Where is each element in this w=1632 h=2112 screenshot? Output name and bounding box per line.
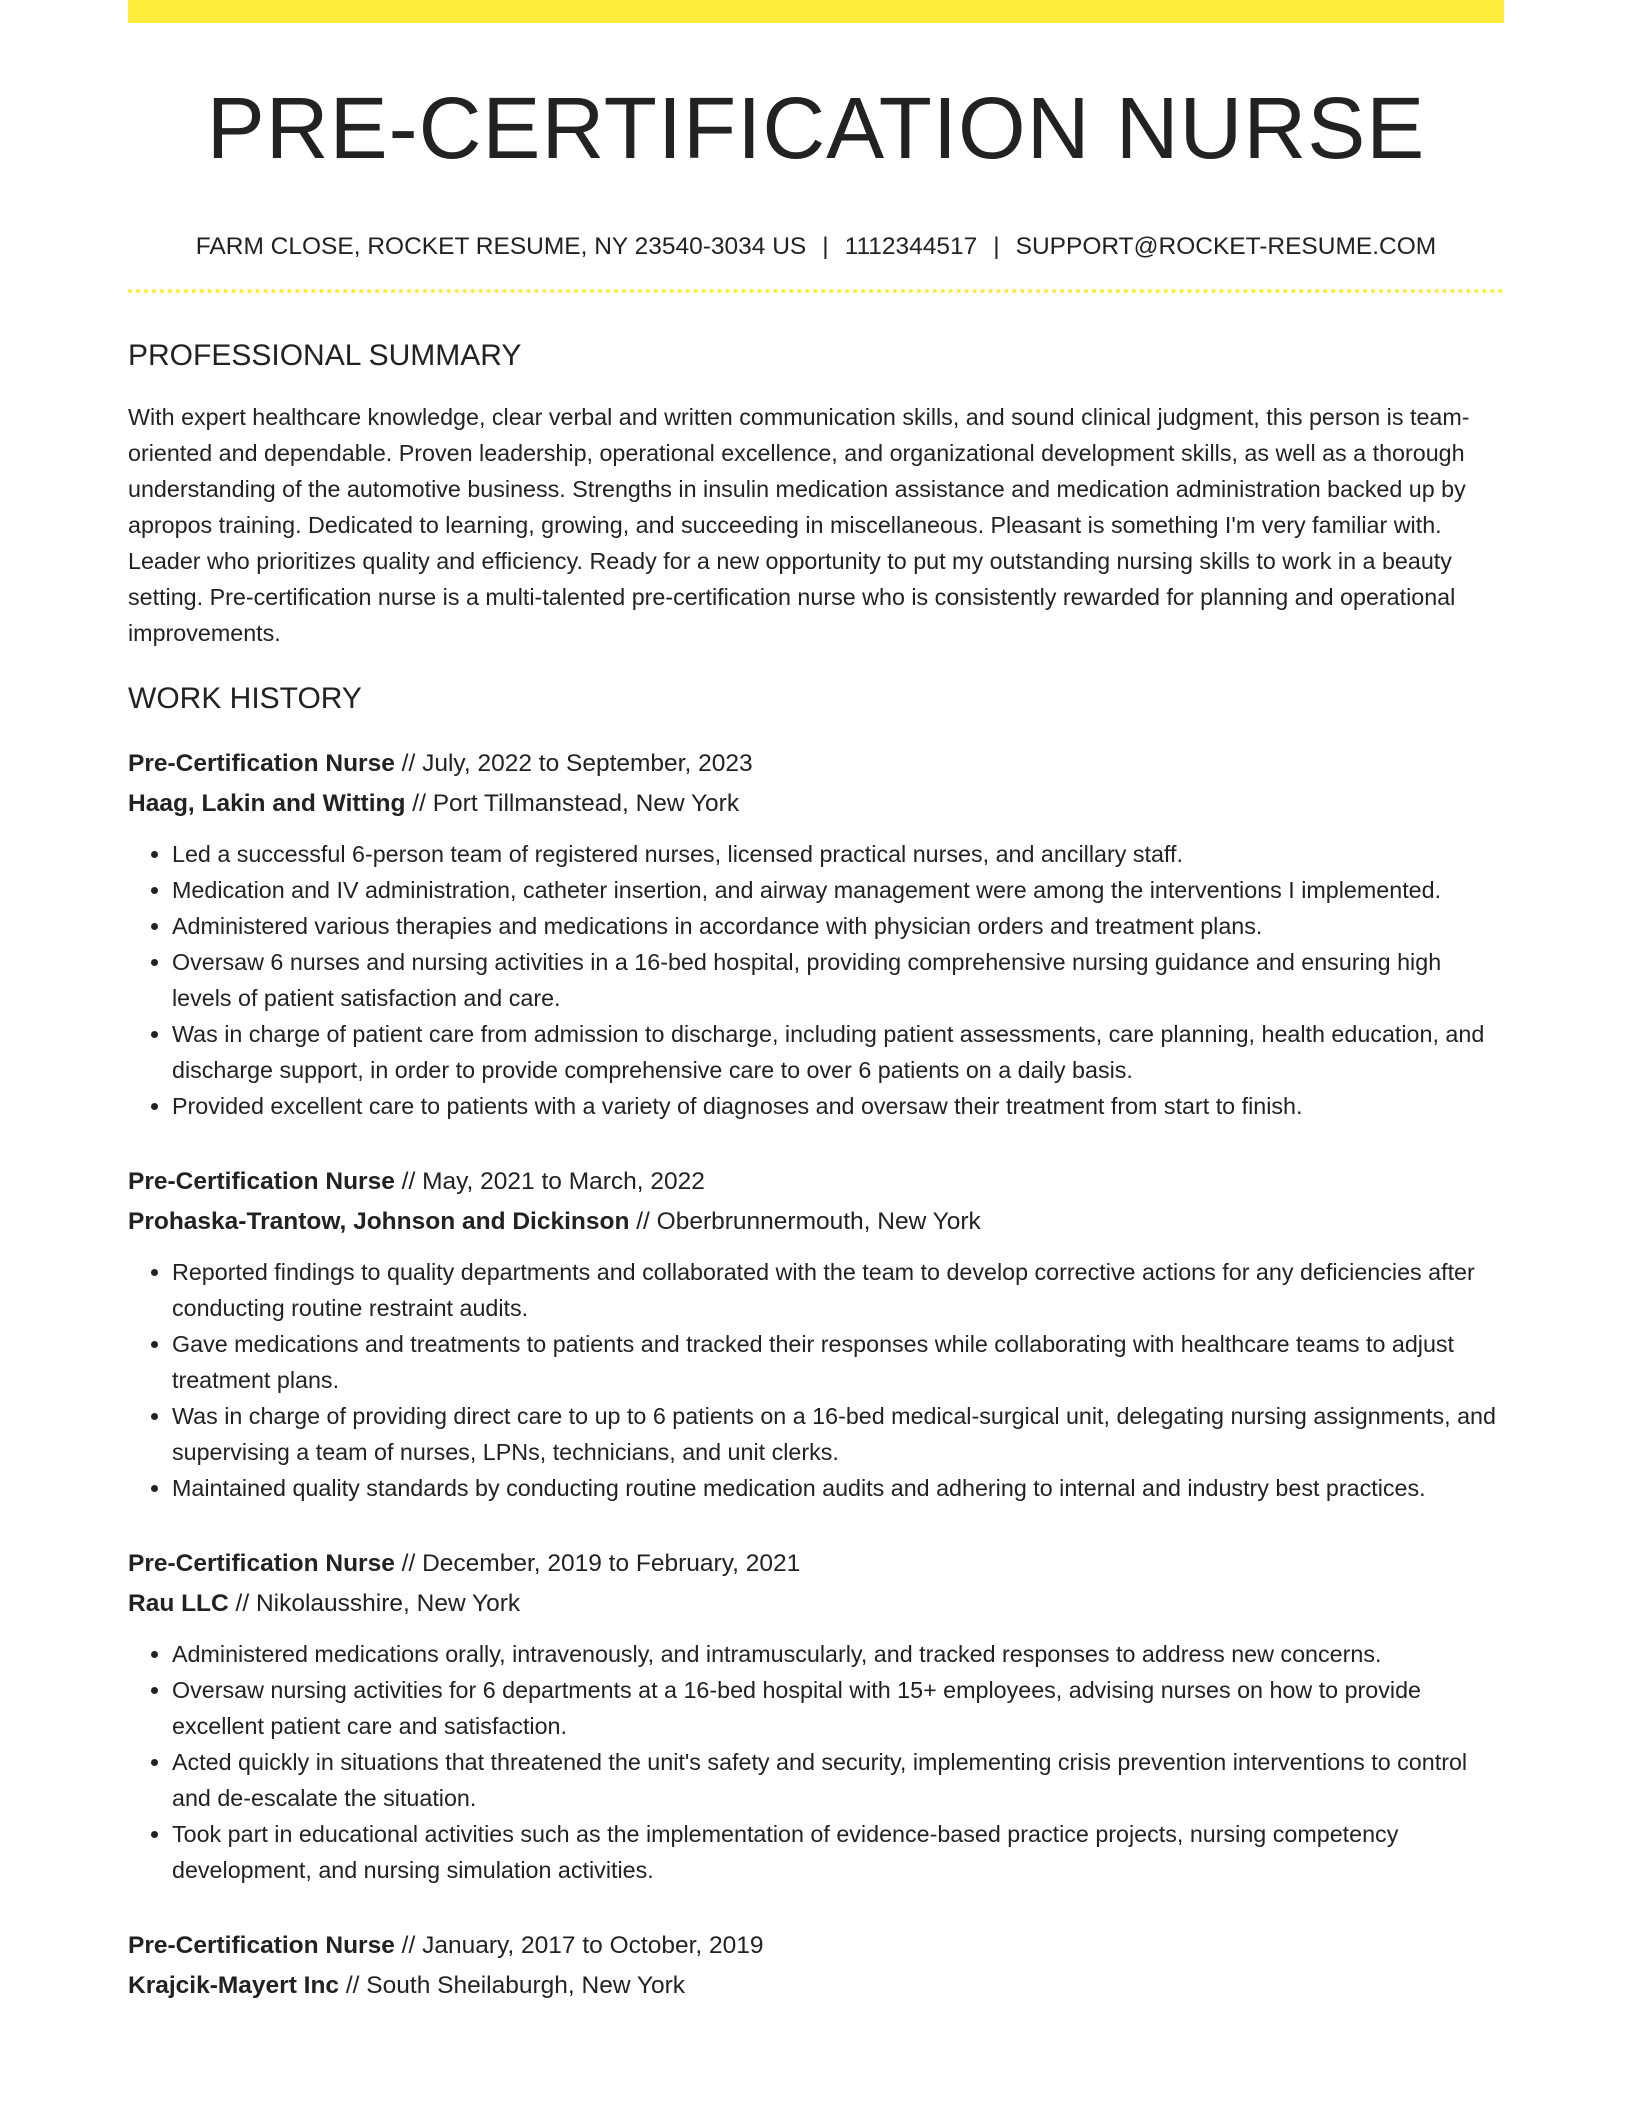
job-title: Pre-Certification Nurse bbox=[128, 1931, 395, 1959]
job-title-line bbox=[128, 1544, 1504, 1584]
job-title-line bbox=[128, 1162, 1504, 1202]
job-title: Pre-Certification Nurse bbox=[128, 1167, 395, 1195]
contact-email: SUPPORT@ROCKET-RESUME.COM bbox=[1015, 233, 1437, 260]
job-bullet: • Led a successful 6-person team of registered nurses, licensed practical nurses, and ancillary staff. bbox=[172, 836, 1504, 872]
job-bullet: • Provided excellent care to patients with a variety of diagnoses and oversaw their treatment from start to finish. bbox=[172, 1088, 1504, 1124]
candidate-name: PRE-CERTIFICATION NURSE bbox=[206, 80, 1426, 177]
job-bullets bbox=[128, 1636, 1504, 1888]
section-heading: PROFESSIONAL SUMMARY bbox=[128, 338, 522, 372]
contact-line bbox=[128, 235, 1504, 260]
job-dates: // December, 2019 to February, 2021 bbox=[394, 1549, 801, 1577]
summary-text: With expert healthcare knowledge, clear verbal and written communication skills, and sound clinical judgment, this person is team-oriented and dependable. Proven leadership, operational excellence, and organizational development skills, as well as a thorough understanding of the automotive business. Strengths in insulin medication assistance and medication administration backed up by apropos training. Dedicated to learning, growing, and succeeding in miscellaneous. Pleasant is something I'm very familiar with. Leader who prioritizes quality and efficiency. Ready for a new opportunity to put my outstanding nursing skills to work in a beauty setting. Pre-certification nurse is a multi-talented pre-certification nurse who is consistently rewarded for planning and operational improvements. bbox=[128, 403, 1470, 646]
contact-separator: | bbox=[993, 233, 1000, 260]
job-location: // Oberbrunnermouth, New York bbox=[629, 1207, 981, 1235]
job-bullets bbox=[128, 1254, 1504, 1506]
job-company: Haag, Lakin and Witting bbox=[128, 789, 406, 817]
job-company-line bbox=[128, 784, 1504, 824]
job-bullet: • Maintained quality standards by conducting routine medication audits and adhering to internal and industry best practices. bbox=[172, 1470, 1504, 1506]
job-bullet: • Administered various therapies and medications in accordance with physician orders and treatment plans. bbox=[172, 908, 1504, 944]
job-location: // Nikolausshire, New York bbox=[228, 1589, 521, 1617]
contact-address: FARM CLOSE, ROCKET RESUME, NY 23540-3034 US bbox=[195, 233, 807, 260]
work-history-section bbox=[128, 681, 1504, 2006]
job-entry bbox=[128, 1926, 1504, 2006]
job-bullet: • Was in charge of patient care from admission to discharge, including patient assessments, care planning, health education, and discharge support, in order to provide comprehensive care to over 6 patients on a daily basis. bbox=[172, 1016, 1504, 1088]
resume-page bbox=[128, 0, 1504, 2006]
job-title-line bbox=[128, 744, 1504, 784]
job-bullets bbox=[128, 836, 1504, 1124]
job-entry bbox=[128, 1544, 1504, 1888]
job-company-line bbox=[128, 1584, 1504, 1624]
job-location: // South Sheilaburgh, New York bbox=[339, 1971, 686, 1999]
job-bullet: • Acted quickly in situations that threatened the unit's safety and security, implementing crisis prevention interventions to control and de-escalate the situation. bbox=[172, 1744, 1504, 1816]
job-company-line bbox=[128, 1966, 1504, 2006]
job-company: Rau LLC bbox=[128, 1589, 229, 1617]
job-title-line bbox=[128, 1926, 1504, 1966]
job-bullet: • Administered medications orally, intravenously, and intramuscularly, and tracked responses to address new concerns. bbox=[172, 1636, 1504, 1672]
job-bullet: • Took part in educational activities such as the implementation of evidence-based practice projects, nursing competency development, and nursing simulation activities. bbox=[172, 1816, 1504, 1888]
job-title: Pre-Certification Nurse bbox=[128, 1549, 395, 1577]
job-bullet: • Gave medications and treatments to patients and tracked their responses while collaborating with healthcare teams to adjust treatment plans. bbox=[172, 1326, 1504, 1398]
contact-separator: | bbox=[822, 233, 829, 260]
job-bullet: • Oversaw 6 nurses and nursing activities in a 16-bed hospital, providing comprehensive nursing guidance and ensuring high levels of patient satisfaction and care. bbox=[172, 944, 1504, 1016]
job-bullet: • Oversaw nursing activities for 6 departments at a 16-bed hospital with 15+ employees, advising nurses on how to provide excellent patient care and satisfaction. bbox=[172, 1672, 1504, 1744]
job-entry bbox=[128, 744, 1504, 1124]
job-title: Pre-Certification Nurse bbox=[128, 749, 395, 777]
job-dates: // July, 2022 to September, 2023 bbox=[394, 749, 753, 777]
job-location: // Port Tillmanstead, New York bbox=[405, 789, 740, 817]
job-bullet: • Reported findings to quality departments and collaborated with the team to develop corrective actions for any deficiencies after conducting routine restraint audits. bbox=[172, 1254, 1504, 1326]
job-bullet: • Was in charge of providing direct care to up to 6 patients on a 16-bed medical-surgical unit, delegating nursing assignments, and supervising a team of nurses, LPNs, technicians, and unit clerks. bbox=[172, 1398, 1504, 1470]
dotted-divider bbox=[128, 289, 1504, 293]
job-company-line bbox=[128, 1202, 1504, 1242]
section-heading: WORK HISTORY bbox=[128, 681, 362, 715]
job-dates: // May, 2021 to March, 2022 bbox=[394, 1167, 705, 1195]
job-company: Krajcik-Mayert Inc bbox=[128, 1971, 340, 1999]
job-dates: // January, 2017 to October, 2019 bbox=[394, 1931, 764, 1959]
accent-bar bbox=[128, 0, 1504, 23]
contact-phone: 1112344517 bbox=[844, 233, 978, 260]
job-company: Prohaska-Trantow, Johnson and Dickinson bbox=[128, 1207, 630, 1235]
job-entry bbox=[128, 1162, 1504, 1506]
job-bullet: • Medication and IV administration, catheter insertion, and airway management were among the interventions I implemented. bbox=[172, 872, 1504, 908]
professional-summary-section bbox=[128, 338, 1504, 651]
